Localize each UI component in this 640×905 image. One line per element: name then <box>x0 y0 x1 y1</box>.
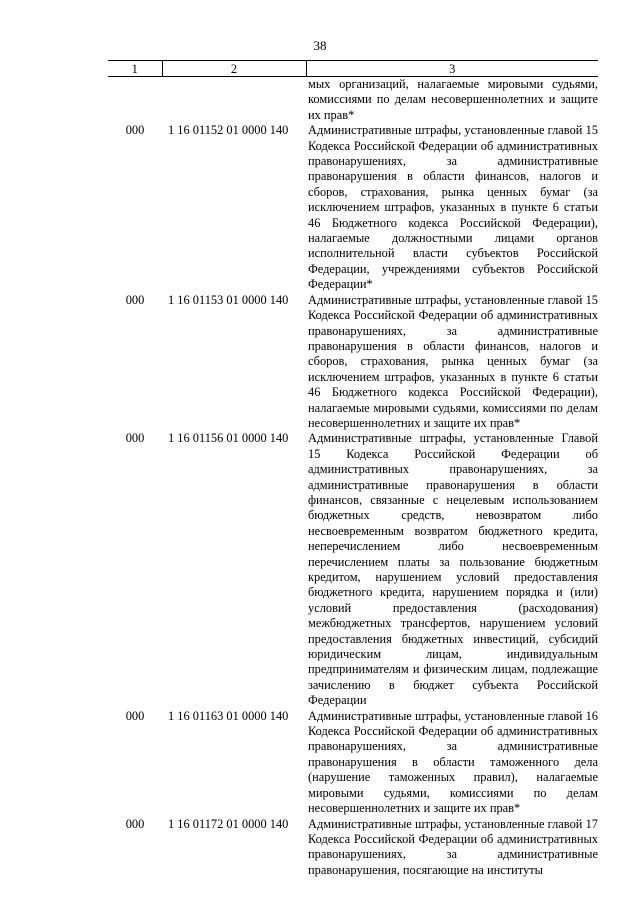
table-row <box>108 293 598 432</box>
cell-admin-code: 000 <box>125 708 145 723</box>
table-row <box>108 431 598 708</box>
table-row <box>108 817 598 879</box>
cell-description: Административные штрафы, установленные главой 15 Кодекса Российской Федерации об административных правонарушениях, за административные правонарушения в области финансов, налогов и сборов, страхования, рынка ценных бумаг (за исключением штрафов, указанных в пункте 6 статьи 46 Бюджетного кодекса Российской Федерации), налагаемые должностными лицами органов исполнительной власти субъектов Российской Федерации, учреждениями субъектов Российской Федерации* <box>308 123 598 292</box>
cell-admin-code: 000 <box>125 816 145 831</box>
table-row-continuation <box>108 77 598 124</box>
cell-description: Административные штрафы, установленные главой 15 Кодекса Российской Федерации об административных правонарушениях, за административные правонарушения в области финансов, налогов и сборов, страхования, рынка ценных бумаг (за исключением штрафов, указанных в пункте 6 статьи 46 Бюджетного кодекса Российской Федерации), налагаемые мировыми судьями, комиссиями по делам несовершеннолетних и защите их прав* <box>308 292 598 430</box>
table-body <box>108 77 598 879</box>
cell-admin-code: 000 <box>125 292 145 307</box>
cell-budget-code: 1 16 01163 01 0000 140 <box>168 708 289 723</box>
table-row <box>108 123 598 292</box>
cell-code-empty <box>108 77 162 124</box>
cell-admin-code: 000 <box>125 431 145 446</box>
cell-budget-code: 1 16 01156 01 0000 140 <box>168 431 289 446</box>
header-col-1: 1 <box>108 61 162 77</box>
cell-budget-code: 1 16 01153 01 0000 140 <box>168 292 289 307</box>
header-col-2: 2 <box>162 61 306 77</box>
table-header <box>108 61 598 77</box>
table-header-row <box>108 61 598 77</box>
cell-description: Административные штрафы, установленные Главой 15 Кодекса Российской Федерации об административных правонарушениях, за административные правонарушения в области финансов, связанные с нецелевым использованием бюджетных средств, невозвратом либо несвоевременным возвратом бюджетного кредита, неперечислением либо несвоевременным перечислением платы за пользование бюджетным кредитом, нарушением условий предоставления бюджетного кредита, нарушением порядка и (или) условий предоставления (расходования) межбюджетных трансфертов, нарушением условий предоставления бюджетных инвестиций, субсидий юридическим лицам, индивидуальным предпринимателям и физическим лицам, подлежащие зачислению в бюджет субъекта Российской Федерации <box>308 431 598 708</box>
cell-admin-code: 000 <box>125 123 145 138</box>
header-col-3: 3 <box>306 61 598 77</box>
cell-description: Административные штрафы, установленные главой 16 Кодекса Российской Федерации об административных правонарушениях, за административные правонарушения в области таможенного дела (нарушение таможенных правил), налагаемые мировыми судьями, комиссиями по делам несовершеннолетних и защите их прав* <box>308 708 598 816</box>
cell-budget-code: 1 16 01152 01 0000 140 <box>168 123 289 138</box>
cell-kbk-empty <box>162 77 306 124</box>
budget-codes-table <box>108 60 598 878</box>
cell-name-continuation: мых организаций, налагаемые мировыми судьями, комиссиями по делам несовершеннолетних и защите их прав* <box>308 77 598 122</box>
cell-description: Административные штрафы, установленные главой 17 Кодекса Российской Федерации об административных правонарушениях, за административные правонарушения, посягающие на институты <box>308 816 598 877</box>
table-row <box>108 709 598 817</box>
cell-budget-code: 1 16 01172 01 0000 140 <box>168 816 289 831</box>
page-number: 38 <box>313 38 327 53</box>
